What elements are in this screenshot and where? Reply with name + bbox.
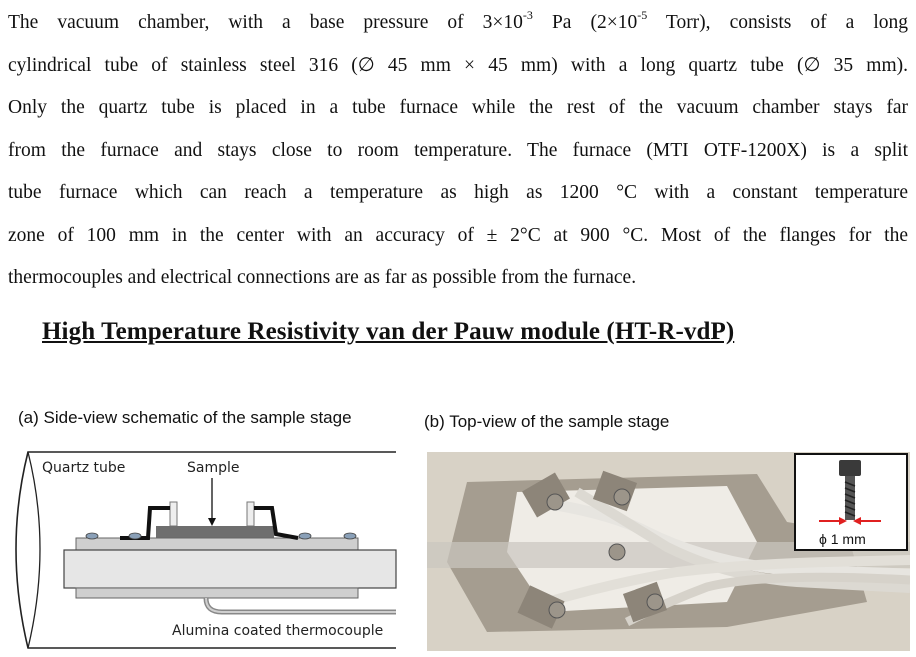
photo-screw-3 bbox=[609, 544, 625, 560]
sample-arrow-head bbox=[208, 518, 216, 526]
quartz-tube-label: Quartz tube bbox=[42, 460, 126, 476]
paragraph-line-3: Only the quartz tube is placed in a tube furnace while the rest of the vacuum chamber stays far bbox=[8, 97, 908, 118]
inset-label: ϕ 1 mm bbox=[819, 531, 866, 547]
paragraph-line-5: tube furnace which can reach a temperature as high as 1200 °C with a constant temperature bbox=[8, 182, 908, 203]
top-view-photo bbox=[427, 452, 910, 651]
photo-screw-5 bbox=[647, 594, 663, 610]
stage-bottom-plate bbox=[76, 588, 358, 598]
thermocouple-label: Alumina coated thermocouple bbox=[172, 623, 384, 639]
figure-a-caption: (a) Side-view schematic of the sample stage bbox=[18, 408, 352, 427]
post-left bbox=[170, 502, 177, 526]
top-view-photo-illustration bbox=[427, 452, 910, 651]
quartz-rail bbox=[64, 550, 396, 588]
paragraph-line-1: The vacuum chamber, with a base pressure of $3\times 10^{-3}$ Pa ($2\times 10^{-5}$ Torr), consists of a long bbox=[8, 7, 908, 33]
paragraph-line-4: from the furnace and stays close to room temperature. The furnace (MTI OTF-1200X) is a split bbox=[8, 139, 908, 161]
stage-top-plate bbox=[76, 538, 358, 550]
figure-b-caption: (b) Top-view of the sample stage bbox=[424, 412, 670, 431]
inset-screw-head bbox=[839, 460, 861, 476]
sample-label: Sample bbox=[187, 460, 240, 476]
photo-screw-2 bbox=[614, 489, 630, 505]
side-view-schematic bbox=[0, 448, 400, 653]
sample-block bbox=[156, 526, 274, 538]
photo-screw-1 bbox=[547, 494, 563, 510]
screw-2 bbox=[129, 533, 141, 539]
post-right bbox=[247, 502, 254, 526]
paragraph-line-7: thermocouples and electrical connections are as far as possible from the furnace. bbox=[8, 267, 637, 288]
body-paragraph bbox=[8, 2, 908, 300]
thermocouple-wire bbox=[206, 598, 396, 612]
section-heading: High Temperature Resistivity van der Pauw module (HT-R-vdP) bbox=[42, 318, 735, 345]
screw-4 bbox=[344, 533, 356, 539]
photo-screw-4 bbox=[549, 602, 565, 618]
paragraph-line-2: cylindrical tube of stainless steel 316 (∅ 45 mm × 45 mm) with a long quartz tube (∅ 35 mm). bbox=[8, 54, 908, 76]
paragraph-line-6: zone of 100 mm in the center with an accuracy of ± 2°C at 900 °C. Most of the flanges for the bbox=[8, 224, 908, 246]
screw-3 bbox=[299, 533, 311, 539]
screw-1 bbox=[86, 533, 98, 539]
quartz-tube-end-curve bbox=[28, 452, 40, 648]
